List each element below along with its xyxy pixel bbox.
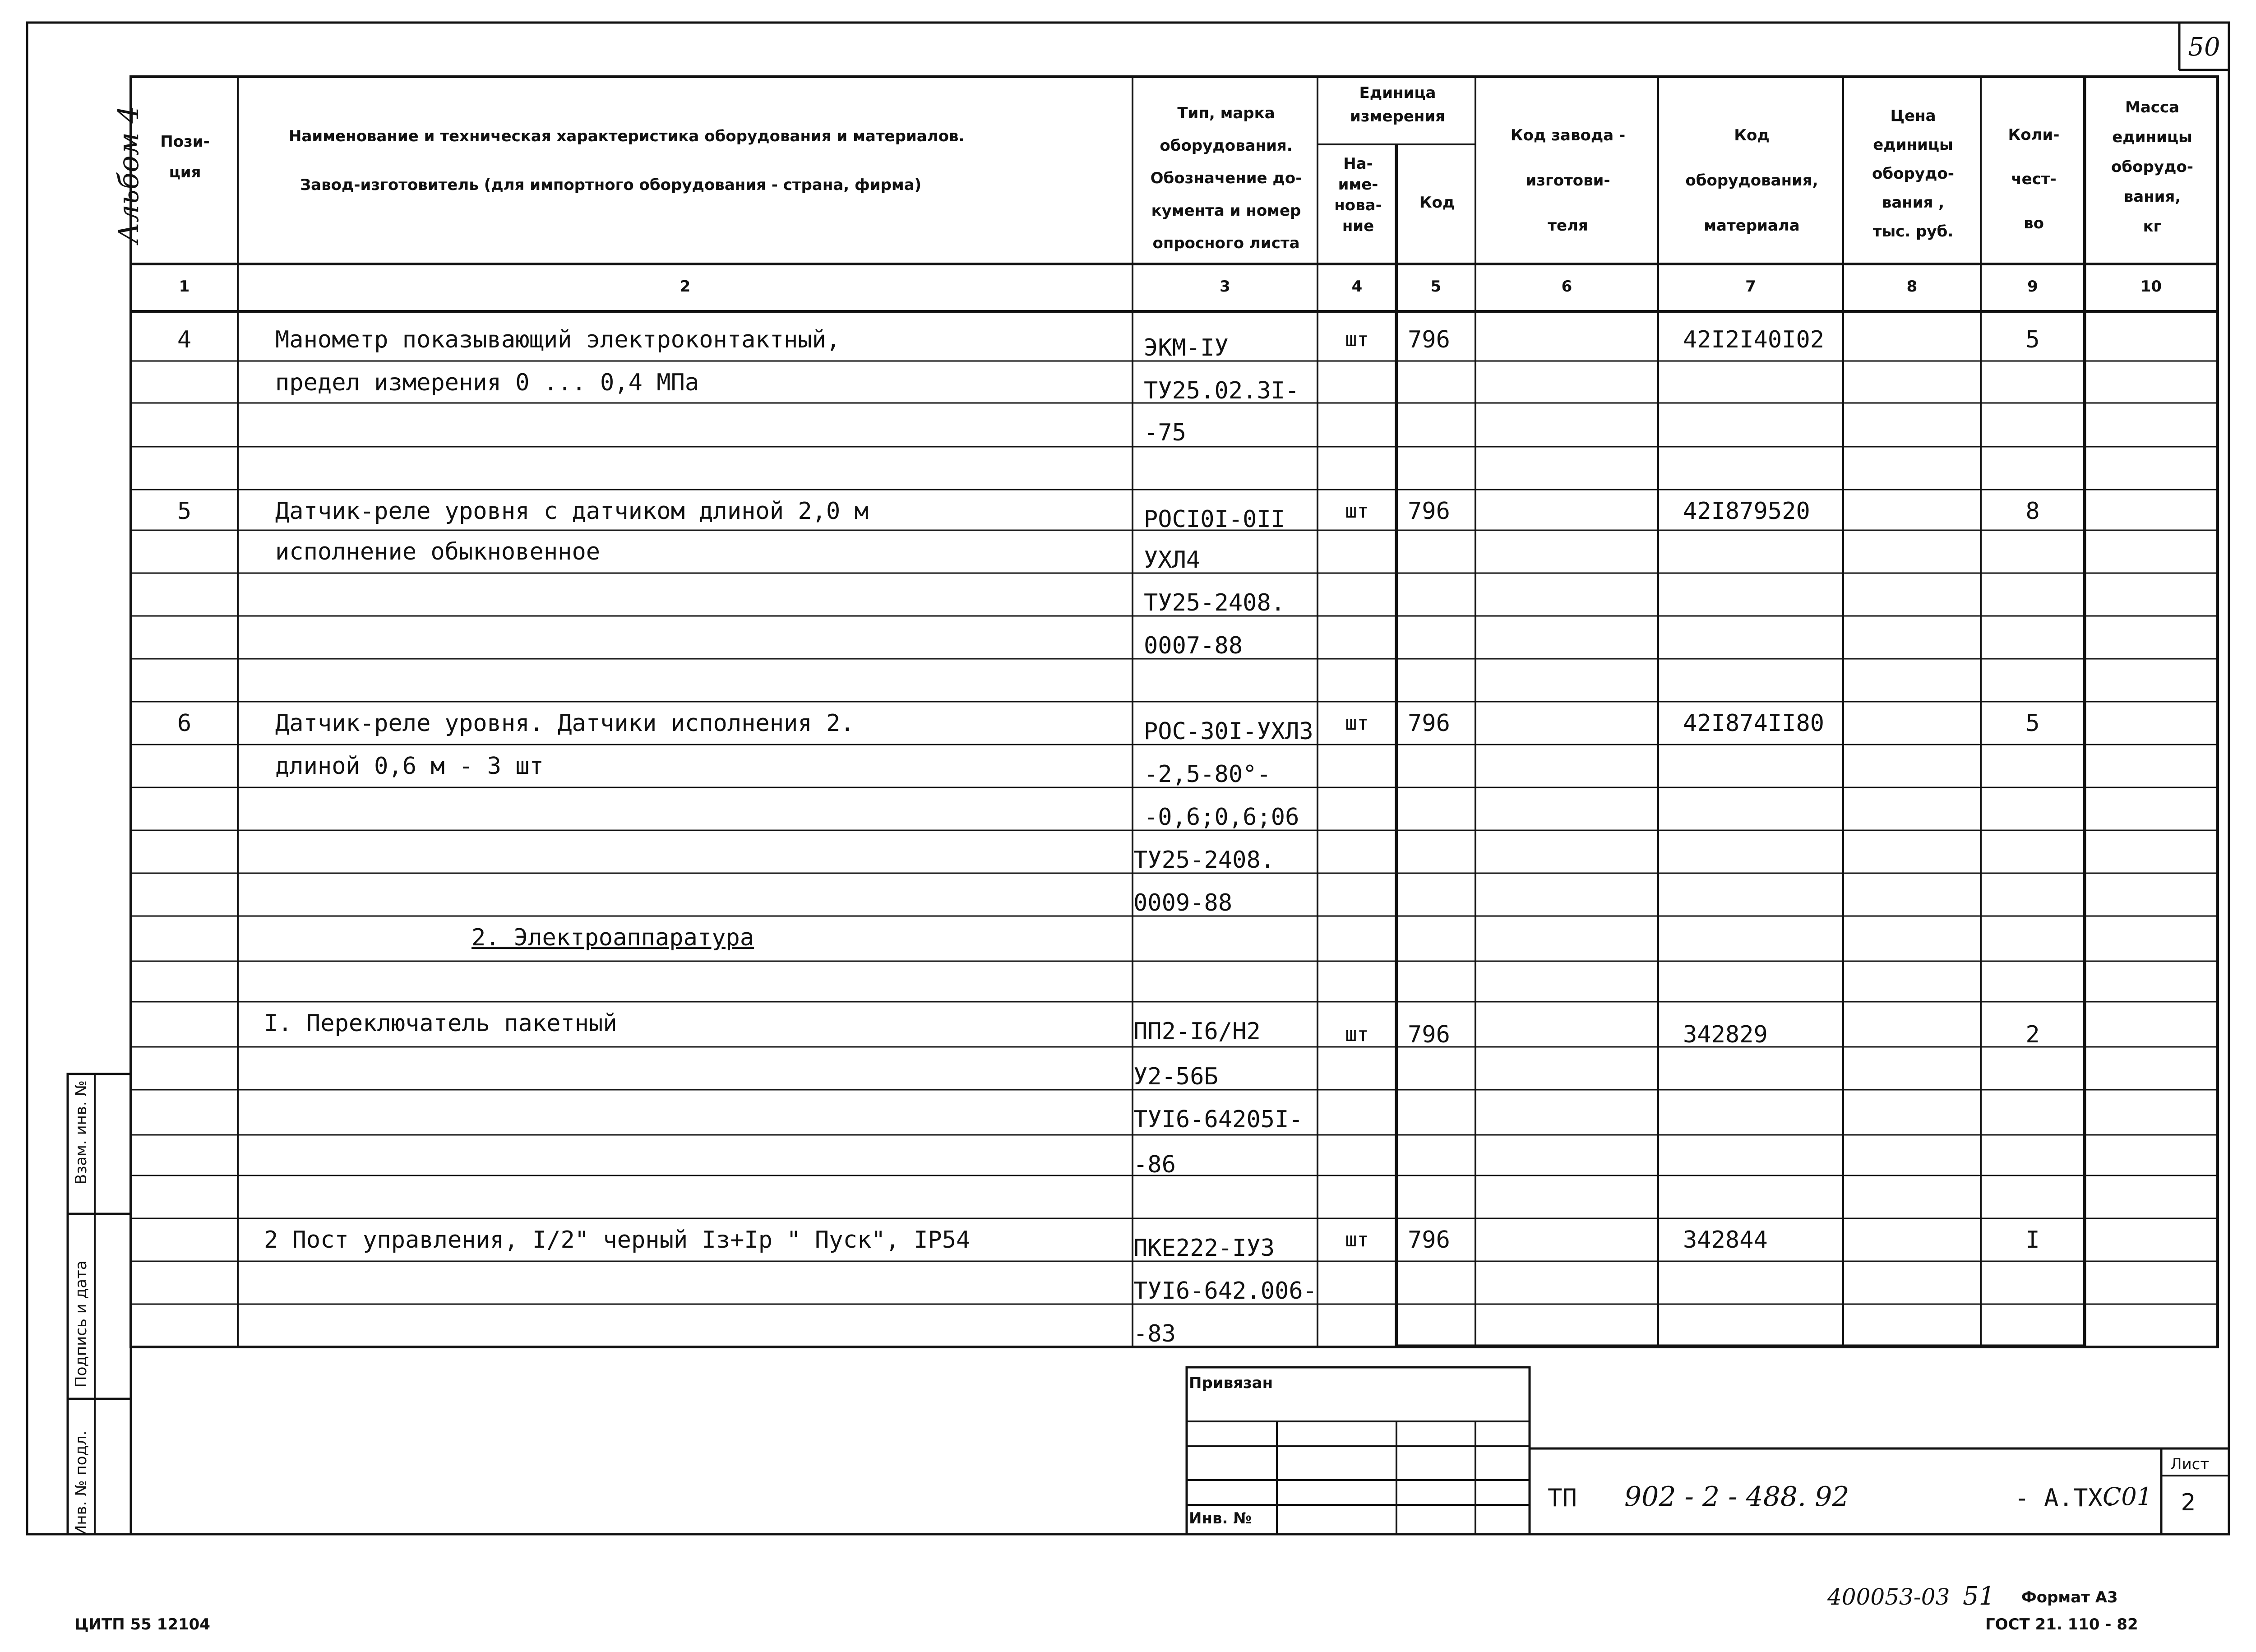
row-type: -2,5-80°- <box>1144 761 1271 788</box>
column-number: 1 <box>179 278 190 296</box>
row-type: ТУ25-2408. <box>1144 589 1285 616</box>
footer-doc-number: 400053-03 <box>1827 1584 1950 1610</box>
header-type: Тип, марка оборудования. Обозначение до- кумента и номер опросного листа <box>1150 104 1302 252</box>
row-quantity: 5 <box>2025 326 2040 353</box>
row-name: 2. Электроаппаратура <box>472 924 754 951</box>
row-name: исполнение обыкновенное <box>275 538 601 565</box>
row-type: У2-56Б <box>1133 1063 1218 1090</box>
row-unit-code: 796 <box>1408 1226 1450 1254</box>
row-equipment-code: 342844 <box>1683 1226 1768 1254</box>
row-unit: шт <box>1345 712 1369 735</box>
footer-format: Формат А3 <box>2021 1588 2118 1606</box>
row-unit: шт <box>1345 1023 1369 1046</box>
row-type: -0,6;0,6;06 <box>1144 804 1299 831</box>
row-type: ПП2-I6/Н2 <box>1133 1018 1261 1045</box>
row-type: 0007-88 <box>1144 632 1243 659</box>
row-position: 5 <box>177 498 192 525</box>
row-quantity: I <box>2025 1226 2040 1254</box>
header-unit-code: Код <box>1419 194 1455 212</box>
column-number: 3 <box>1220 278 1230 296</box>
sheet-label: Лист <box>2170 1455 2210 1473</box>
row-type: -86 <box>1133 1151 1176 1178</box>
row-equipment-code: 42I874II80 <box>1683 710 1825 737</box>
row-unit-code: 796 <box>1408 498 1450 525</box>
header-price: Цена единицы оборудо- вания , тыс. руб. <box>1872 107 1954 241</box>
column-number: 4 <box>1351 278 1363 296</box>
header-quantity: Коли- чест- во <box>2008 126 2060 232</box>
footer-gost: ГОСТ 21. 110 - 82 <box>1985 1615 2138 1633</box>
row-unit: шт <box>1345 328 1369 351</box>
header-unit-name: На- име- нова- ние <box>1334 155 1382 235</box>
header-name-line1: Наименование и техническая характеристика оборудования и материалов. <box>289 127 965 145</box>
row-name: предел измерения 0 ... 0,4 МПа <box>275 369 699 396</box>
row-equipment-code: 42I879520 <box>1683 498 1810 525</box>
designation-suffix-hand: С01 <box>2103 1482 2153 1511</box>
row-name: Датчик-реле уровня. Датчики исполнения 2. <box>275 710 855 737</box>
header-unit-group: Единица измерения <box>1350 84 1445 125</box>
row-type: ТУI6-642.006- <box>1133 1277 1317 1305</box>
footer-doc-page: 51 <box>1963 1582 1995 1611</box>
row-name: 2 Пост управления, I/2" черный Iз+Iр " Пуск", IР54 <box>264 1226 971 1254</box>
row-type: ПКЕ222-IУ3 <box>1133 1235 1275 1262</box>
row-type: 0009-88 <box>1133 889 1233 916</box>
column-number: 2 <box>680 278 691 296</box>
row-unit: шт <box>1345 500 1369 523</box>
column-number: 7 <box>1745 278 1756 296</box>
row-quantity: 2 <box>2025 1021 2040 1048</box>
row-type: ТУ25.02.3I- <box>1144 377 1299 404</box>
header-name-line2: Завод-изготовитель (для импортного оборудования - страна, фирма) <box>300 176 922 194</box>
row-type: РОС-30I-УХЛ3 <box>1144 718 1313 745</box>
column-number: 9 <box>2027 278 2038 296</box>
row-type: ТУ25-2408. <box>1133 847 1275 874</box>
row-unit: шт <box>1345 1228 1369 1251</box>
footer-cytp: ЦИТП 55 12104 <box>74 1615 210 1633</box>
header-equipment-code: Код оборудования, материала <box>1685 126 1818 235</box>
designation-suffix: - А.ТХ. <box>2015 1484 2117 1512</box>
row-type: -83 <box>1133 1320 1176 1347</box>
designation-number: 902 - 2 - 488. 92 <box>1624 1481 1849 1513</box>
inventory-label: Инв. № <box>1189 1509 1252 1527</box>
header-maker-code: Код завода - изготови- теля <box>1510 126 1626 235</box>
row-position: 6 <box>177 710 192 737</box>
header-position: Пози- ция <box>160 133 210 181</box>
row-quantity: 5 <box>2025 710 2040 737</box>
sheet-value: 2 <box>2181 1489 2196 1516</box>
row-equipment-code: 42I2I40I02 <box>1683 326 1825 353</box>
header-mass: Масса единицы оборудо- вания, кг <box>2111 98 2193 236</box>
row-type: -75 <box>1144 419 1186 446</box>
album-label: Альбом 4 <box>112 106 145 244</box>
row-unit-code: 796 <box>1408 710 1450 737</box>
side-stamp-vzam: Взам. инв. № <box>72 1080 90 1185</box>
row-type: ТУI6-64205I- <box>1133 1106 1303 1133</box>
row-unit-code: 796 <box>1408 1021 1450 1048</box>
row-name: I. Переключатель пакетный <box>264 1010 617 1037</box>
side-stamp-signature: Подпись и дата <box>72 1260 90 1388</box>
row-name: длиной 0,6 м - 3 шт <box>275 753 544 780</box>
row-unit-code: 796 <box>1408 326 1450 353</box>
row-quantity: 8 <box>2025 498 2040 525</box>
row-type: ЭКМ-IУ <box>1144 334 1229 361</box>
privyazan-label: Привязан <box>1189 1374 1273 1392</box>
column-number: 6 <box>1561 278 1572 296</box>
row-type: РОСI0I-0II <box>1144 506 1285 533</box>
row-equipment-code: 342829 <box>1683 1021 1768 1048</box>
column-number: 5 <box>1430 278 1442 296</box>
column-number: 10 <box>2140 278 2162 296</box>
row-type: УХЛ4 <box>1144 546 1201 574</box>
designation-prefix: ТП <box>1548 1484 1577 1512</box>
sheet-number: 50 <box>2188 32 2220 62</box>
side-stamp-inv: Инв. № подл. <box>72 1430 90 1536</box>
row-position: 4 <box>177 326 192 353</box>
row-name: Манометр показывающий электроконтактный, <box>275 326 841 353</box>
row-name: Датчик-реле уровня с датчиком длиной 2,0 м <box>275 498 869 525</box>
column-number: 8 <box>1906 278 1918 296</box>
